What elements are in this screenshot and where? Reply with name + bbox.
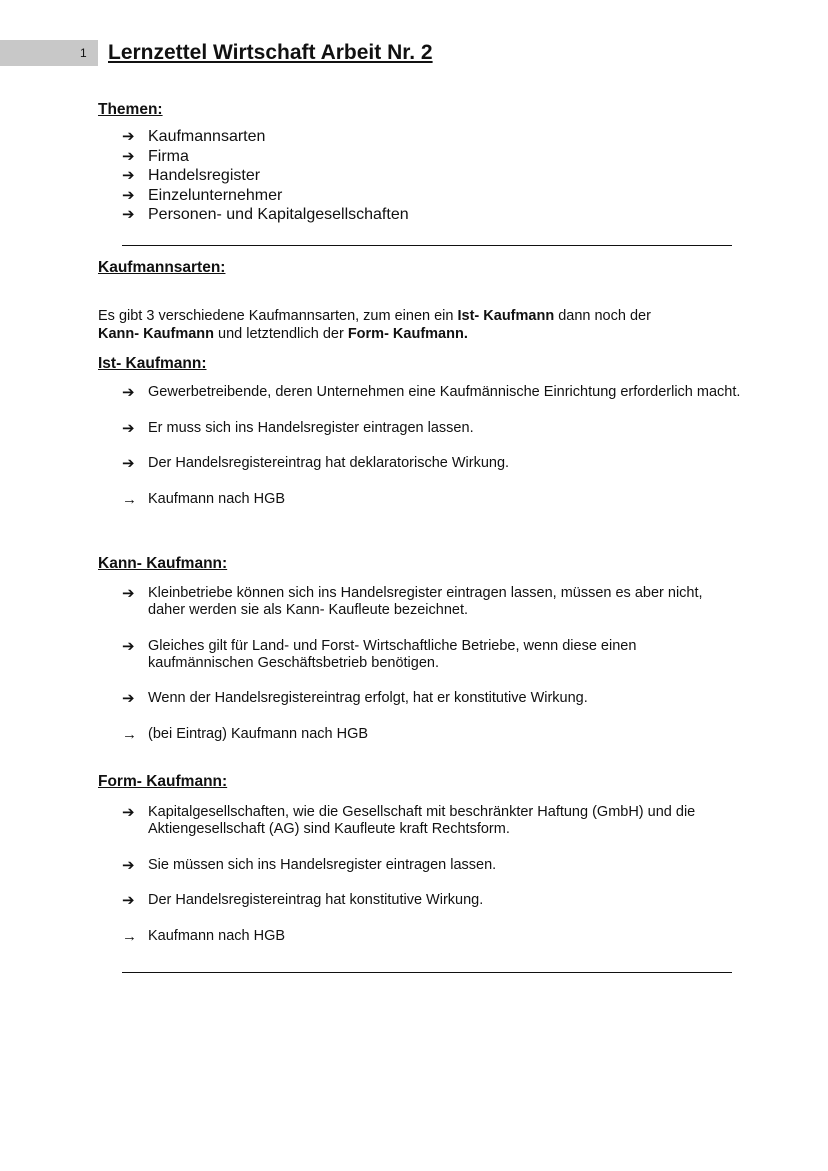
form-kaufmann-heading: Form- Kaufmann: [98,773,228,790]
arrow-right-icon: ➔ [122,167,135,185]
arrow-right-icon: ➔ [122,147,135,165]
arrow-right-icon: ➔ [122,690,135,707]
thin-arrow-right-icon: → [122,927,137,945]
arrow-right-icon: ➔ [122,128,135,145]
topics-list [122,127,409,225]
kaufmannsarten-heading: Kaufmannsarten: [98,259,226,276]
arrow-right-icon: ➔ [122,455,135,472]
arrow-right-icon: ➔ [122,585,135,602]
list-item: ➔ Kapitalgesellschaften, wie die Gesellschaft mit beschränkter Haftung (GmbH) und die Aktiengesellschaft (AG) sind Kaufleute kraft Rechtsform. [122,804,696,837]
list-item: ➔ Der Handelsregistereintrag hat konstitutive Wirkung. [122,892,484,909]
arrow-right-icon: ➔ [122,637,135,655]
list-item: ➔ Kaufmannsarten [122,128,266,145]
arrow-right-icon: ➔ [122,856,135,874]
list-item: ➔ Gewerbetreibende, deren Unternehmen eine Kaufmännische Einrichtung erforderlich macht. [122,384,741,401]
ist-kaufmann-list [122,384,742,526]
kann-kaufmann-heading: Kann- Kaufmann: [98,555,228,572]
arrow-right-icon: ➔ [122,419,135,437]
arrow-right-icon: ➔ [122,892,135,909]
intro-paragraph: Es gibt 3 verschiedene Kaufmannsarten, zum einen ein Ist- Kaufmann dann noch der Kann- Kaufmann und letztendlich der Form- Kaufmann. [98,308,651,342]
arrow-right-icon: ➔ [122,384,135,401]
list-item: ➔ Handelsregister [122,167,261,185]
page-title: Lernzettel Wirtschaft Arbeit Nr. 2 [108,41,433,64]
divider [122,972,732,973]
list-item: ➔ Personen- und Kapitalgesellschaften [122,206,409,224]
list-item: → Kaufmann nach HGB [122,927,286,945]
list-item: ➔ Er muss sich ins Handelsregister eintragen lassen. [122,419,474,437]
list-item: → Kaufmann nach HGB [122,490,286,508]
kann-kaufmann-list [122,585,742,761]
list-item: ➔ Sie müssen sich ins Handelsregister eintragen lassen. [122,856,497,874]
list-item: ➔ Firma [122,147,189,165]
list-item: ➔ Einzelunternehmer [122,186,283,204]
arrow-right-icon: ➔ [122,804,135,821]
thin-arrow-right-icon: → [122,725,137,743]
list-item: ➔ Wenn der Handelsregistereintrag erfolgt, hat er konstitutive Wirkung. [122,690,588,707]
arrow-right-icon: ➔ [122,186,135,204]
thin-arrow-right-icon: → [122,490,137,508]
page-number: 1 [80,46,87,60]
divider [122,245,732,246]
list-item: → (bei Eintrag) Kaufmann nach HGB [122,725,369,743]
form-kaufmann-list [122,804,742,963]
ist-kaufmann-heading: Ist- Kaufmann: [98,355,207,372]
arrow-right-icon: ➔ [122,206,135,224]
list-item: ➔ Gleiches gilt für Land- und Forst- Wirtschaftliche Betriebe, wenn diese einen kaufmännischen Geschäftsbetrieb benötigen. [122,637,637,671]
list-item: ➔ Der Handelsregistereintrag hat deklaratorische Wirkung. [122,455,510,472]
list-item: ➔ Kleinbetriebe können sich ins Handelsregister eintragen lassen, müssen es aber nicht, daher werden sie als Kann- Kaufleute bezeichnet. [122,585,703,618]
topics-heading: Themen: [98,101,163,118]
